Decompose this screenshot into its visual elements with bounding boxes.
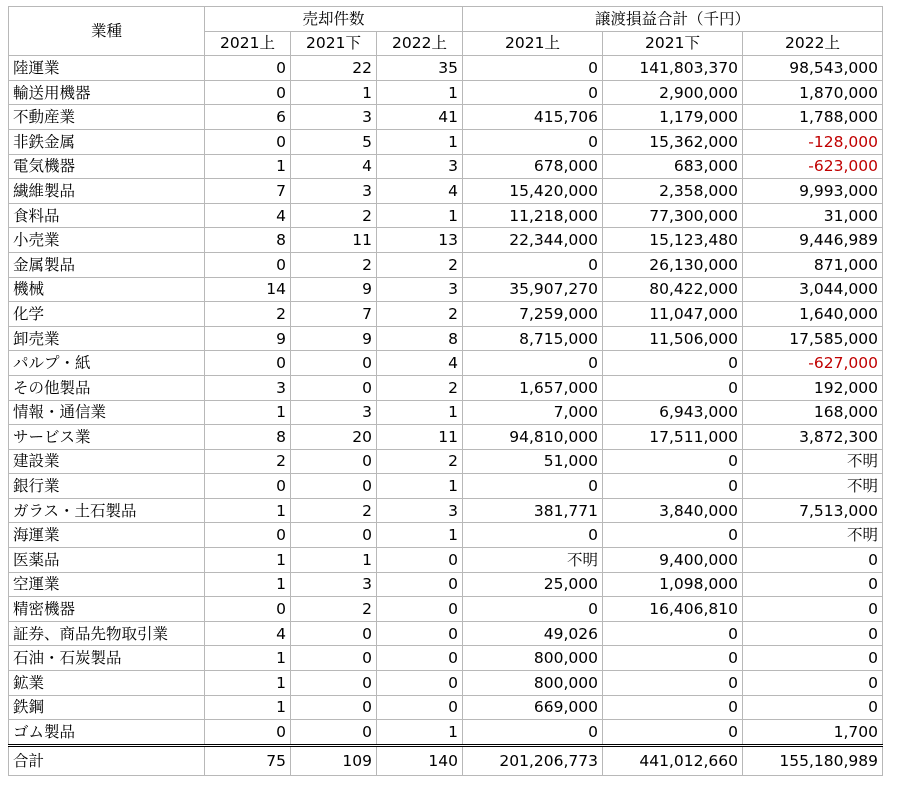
industry-cell: 陸運業 — [9, 56, 205, 81]
gain-2021h1-cell: 678,000 — [463, 154, 603, 179]
count-2021h1-cell: 1 — [205, 400, 291, 425]
gain-2021h1-cell: 94,810,000 — [463, 425, 603, 450]
count-2021h1-cell: 0 — [205, 523, 291, 548]
sale-count-group-header: 売却件数 — [205, 7, 463, 32]
count-2021h2-cell: 4 — [291, 154, 377, 179]
count-2021h1-cell: 2 — [205, 302, 291, 327]
gain-2021h2-cell: 0 — [603, 474, 743, 499]
industry-cell: 電気機器 — [9, 154, 205, 179]
count-2021h2-cell: 0 — [291, 695, 377, 720]
count-2021h1-cell: 1 — [205, 572, 291, 597]
gain-2022h1-cell: 0 — [743, 597, 883, 622]
count-2022h1-cell: 13 — [377, 228, 463, 253]
count-period-header: 2022上 — [377, 31, 463, 56]
industry-cell: 精密機器 — [9, 597, 205, 622]
gain-2022h1-cell: 不明 — [743, 523, 883, 548]
industry-cell: 建設業 — [9, 449, 205, 474]
count-2021h2-cell: 2 — [291, 597, 377, 622]
gain-2021h1-cell: 1,657,000 — [463, 375, 603, 400]
gain-2021h1-cell: 25,000 — [463, 572, 603, 597]
table-row — [9, 671, 883, 696]
count-2021h2-cell: 0 — [291, 474, 377, 499]
count-2021h1-cell: 1 — [205, 498, 291, 523]
count-2022h1-cell: 0 — [377, 621, 463, 646]
gain-2022h1-cell: 0 — [743, 646, 883, 671]
gain-2022h1-cell: -128,000 — [743, 129, 883, 154]
count-2021h1-cell: 4 — [205, 203, 291, 228]
table-row — [9, 720, 883, 746]
gain-2022h1-cell: 1,640,000 — [743, 302, 883, 327]
count-2022h1-cell: 0 — [377, 646, 463, 671]
count-2022h1-cell: 140 — [377, 745, 463, 775]
count-2022h1-cell: 1 — [377, 523, 463, 548]
table-row — [9, 252, 883, 277]
count-2022h1-cell: 0 — [377, 671, 463, 696]
table-row — [9, 449, 883, 474]
gain-2021h1-cell: 不明 — [463, 548, 603, 573]
count-2021h2-cell: 0 — [291, 671, 377, 696]
count-2021h1-cell: 1 — [205, 548, 291, 573]
gain-2021h2-cell: 0 — [603, 351, 743, 376]
gain-2022h1-cell: 0 — [743, 548, 883, 573]
table-row — [9, 425, 883, 450]
count-2021h2-cell: 5 — [291, 129, 377, 154]
gain-2022h1-cell: 9,446,989 — [743, 228, 883, 253]
count-2021h2-cell: 3 — [291, 400, 377, 425]
table-row — [9, 203, 883, 228]
table-row — [9, 228, 883, 253]
gain-2021h1-cell: 0 — [463, 80, 603, 105]
count-2022h1-cell: 11 — [377, 425, 463, 450]
table-row — [9, 572, 883, 597]
count-2021h1-cell: 2 — [205, 449, 291, 474]
count-2021h1-cell: 1 — [205, 154, 291, 179]
gain-2021h1-cell: 800,000 — [463, 646, 603, 671]
count-2021h2-cell: 11 — [291, 228, 377, 253]
count-2021h2-cell: 3 — [291, 572, 377, 597]
gain-period-header: 2021下 — [603, 31, 743, 56]
gain-2022h1-cell: 0 — [743, 671, 883, 696]
gain-2021h2-cell: 11,047,000 — [603, 302, 743, 327]
gain-period-header: 2021上 — [463, 31, 603, 56]
gain-2021h2-cell: 0 — [603, 523, 743, 548]
count-2021h1-cell: 0 — [205, 720, 291, 746]
count-2021h2-cell: 9 — [291, 326, 377, 351]
gain-2022h1-cell: 不明 — [743, 474, 883, 499]
count-2022h1-cell: 4 — [377, 179, 463, 204]
gain-2021h1-cell: 8,715,000 — [463, 326, 603, 351]
gain-2022h1-cell: 0 — [743, 572, 883, 597]
gain-2021h1-cell: 11,218,000 — [463, 203, 603, 228]
industry-cell: 卸売業 — [9, 326, 205, 351]
table-row — [9, 621, 883, 646]
table-row — [9, 548, 883, 573]
gain-2021h1-cell: 0 — [463, 351, 603, 376]
gain-2021h1-cell: 201,206,773 — [463, 745, 603, 775]
gain-2021h1-cell: 669,000 — [463, 695, 603, 720]
table-row — [9, 375, 883, 400]
table-row — [9, 400, 883, 425]
count-2021h2-cell: 3 — [291, 105, 377, 130]
count-2021h1-cell: 0 — [205, 80, 291, 105]
industry-cell: パルプ・紙 — [9, 351, 205, 376]
gain-2022h1-cell: 31,000 — [743, 203, 883, 228]
count-2022h1-cell: 0 — [377, 572, 463, 597]
gain-2022h1-cell: -627,000 — [743, 351, 883, 376]
gain-2021h2-cell: 15,123,480 — [603, 228, 743, 253]
gain-2021h2-cell: 0 — [603, 720, 743, 746]
gain-2022h1-cell: 168,000 — [743, 400, 883, 425]
industry-sales-table-container — [8, 6, 883, 776]
table-row — [9, 326, 883, 351]
table-row — [9, 80, 883, 105]
gain-2021h1-cell: 381,771 — [463, 498, 603, 523]
count-2021h2-cell: 1 — [291, 548, 377, 573]
gain-2021h2-cell: 16,406,810 — [603, 597, 743, 622]
count-2021h2-cell: 2 — [291, 252, 377, 277]
gain-2021h1-cell: 800,000 — [463, 671, 603, 696]
gain-2021h2-cell: 17,511,000 — [603, 425, 743, 450]
count-2021h2-cell: 109 — [291, 745, 377, 775]
count-2021h1-cell: 0 — [205, 474, 291, 499]
count-2022h1-cell: 2 — [377, 375, 463, 400]
count-2021h2-cell: 7 — [291, 302, 377, 327]
industry-cell: ガラス・土石製品 — [9, 498, 205, 523]
gain-2022h1-cell: -623,000 — [743, 154, 883, 179]
industry-cell: 空運業 — [9, 572, 205, 597]
count-2021h2-cell: 0 — [291, 523, 377, 548]
gain-2021h2-cell: 77,300,000 — [603, 203, 743, 228]
industry-cell: 不動産業 — [9, 105, 205, 130]
table-row — [9, 105, 883, 130]
gain-2021h2-cell: 0 — [603, 449, 743, 474]
industry-cell: 繊維製品 — [9, 179, 205, 204]
table-row — [9, 179, 883, 204]
count-2022h1-cell: 8 — [377, 326, 463, 351]
count-2021h1-cell: 1 — [205, 646, 291, 671]
count-2021h2-cell: 1 — [291, 80, 377, 105]
gain-2021h2-cell: 0 — [603, 646, 743, 671]
gain-2021h2-cell: 6,943,000 — [603, 400, 743, 425]
count-2021h1-cell: 0 — [205, 597, 291, 622]
count-2021h2-cell: 0 — [291, 375, 377, 400]
count-2021h2-cell: 0 — [291, 449, 377, 474]
count-2022h1-cell: 0 — [377, 597, 463, 622]
count-2021h1-cell: 7 — [205, 179, 291, 204]
count-2022h1-cell: 0 — [377, 695, 463, 720]
count-2021h2-cell: 20 — [291, 425, 377, 450]
count-2021h2-cell: 0 — [291, 646, 377, 671]
industry-cell: 輸送用機器 — [9, 80, 205, 105]
count-2022h1-cell: 1 — [377, 400, 463, 425]
gain-2022h1-cell: 1,870,000 — [743, 80, 883, 105]
gain-2021h2-cell: 1,179,000 — [603, 105, 743, 130]
gain-2021h2-cell: 0 — [603, 375, 743, 400]
gain-2021h1-cell: 415,706 — [463, 105, 603, 130]
count-2021h1-cell: 4 — [205, 621, 291, 646]
table-row — [9, 498, 883, 523]
count-2021h1-cell: 8 — [205, 425, 291, 450]
count-2021h2-cell: 0 — [291, 621, 377, 646]
transfer-gain-group-header: 譲渡損益合計（千円） — [463, 7, 883, 32]
count-2022h1-cell: 41 — [377, 105, 463, 130]
gain-2022h1-cell: 3,872,300 — [743, 425, 883, 450]
gain-2021h1-cell: 51,000 — [463, 449, 603, 474]
gain-2021h2-cell: 1,098,000 — [603, 572, 743, 597]
industry-cell: 非鉄金属 — [9, 129, 205, 154]
industry-cell: 機械 — [9, 277, 205, 302]
count-2021h2-cell: 2 — [291, 203, 377, 228]
gain-2022h1-cell: 871,000 — [743, 252, 883, 277]
gain-2021h2-cell: 2,358,000 — [603, 179, 743, 204]
count-2021h1-cell: 0 — [205, 252, 291, 277]
industry-cell: 金属製品 — [9, 252, 205, 277]
gain-2021h1-cell: 35,907,270 — [463, 277, 603, 302]
gain-2021h1-cell: 0 — [463, 56, 603, 81]
gain-2021h1-cell: 22,344,000 — [463, 228, 603, 253]
industry-cell: 石油・石炭製品 — [9, 646, 205, 671]
gain-2022h1-cell: 155,180,989 — [743, 745, 883, 775]
count-2021h1-cell: 6 — [205, 105, 291, 130]
gain-period-header: 2022上 — [743, 31, 883, 56]
industry-cell: 鉄鋼 — [9, 695, 205, 720]
count-2022h1-cell: 3 — [377, 154, 463, 179]
count-2021h2-cell: 3 — [291, 179, 377, 204]
count-2022h1-cell: 4 — [377, 351, 463, 376]
gain-2021h2-cell: 441,012,660 — [603, 745, 743, 775]
gain-2022h1-cell: 192,000 — [743, 375, 883, 400]
industry-cell: 食料品 — [9, 203, 205, 228]
count-2022h1-cell: 1 — [377, 720, 463, 746]
count-2021h1-cell: 3 — [205, 375, 291, 400]
industry-cell: 海運業 — [9, 523, 205, 548]
gain-2022h1-cell: 9,993,000 — [743, 179, 883, 204]
gain-2022h1-cell: 不明 — [743, 449, 883, 474]
count-2021h1-cell: 75 — [205, 745, 291, 775]
count-2022h1-cell: 1 — [377, 129, 463, 154]
count-2021h1-cell: 9 — [205, 326, 291, 351]
count-2022h1-cell: 3 — [377, 277, 463, 302]
gain-2021h1-cell: 15,420,000 — [463, 179, 603, 204]
count-2021h1-cell: 0 — [205, 56, 291, 81]
table-row — [9, 302, 883, 327]
table-row — [9, 277, 883, 302]
gain-2021h2-cell: 3,840,000 — [603, 498, 743, 523]
count-2022h1-cell: 2 — [377, 449, 463, 474]
industry-cell: 医薬品 — [9, 548, 205, 573]
gain-2022h1-cell: 17,585,000 — [743, 326, 883, 351]
count-2021h2-cell: 0 — [291, 720, 377, 746]
count-2021h1-cell: 1 — [205, 671, 291, 696]
gain-2022h1-cell: 0 — [743, 621, 883, 646]
gain-2022h1-cell: 98,543,000 — [743, 56, 883, 81]
gain-2021h1-cell: 0 — [463, 597, 603, 622]
count-2021h1-cell: 8 — [205, 228, 291, 253]
gain-2021h1-cell: 0 — [463, 129, 603, 154]
industry-cell: 情報・通信業 — [9, 400, 205, 425]
industry-cell: 証券、商品先物取引業 — [9, 621, 205, 646]
gain-2021h1-cell: 0 — [463, 252, 603, 277]
table-row — [9, 351, 883, 376]
table-row — [9, 646, 883, 671]
gain-2022h1-cell: 1,700 — [743, 720, 883, 746]
gain-2021h2-cell: 0 — [603, 621, 743, 646]
gain-2021h2-cell: 9,400,000 — [603, 548, 743, 573]
count-2021h2-cell: 9 — [291, 277, 377, 302]
gain-2021h2-cell: 11,506,000 — [603, 326, 743, 351]
count-2022h1-cell: 2 — [377, 302, 463, 327]
gain-2021h2-cell: 141,803,370 — [603, 56, 743, 81]
count-2022h1-cell: 0 — [377, 548, 463, 573]
count-2021h1-cell: 1 — [205, 695, 291, 720]
gain-2022h1-cell: 0 — [743, 695, 883, 720]
total-label: 合計 — [9, 745, 205, 775]
count-2021h1-cell: 0 — [205, 351, 291, 376]
gain-2021h2-cell: 683,000 — [603, 154, 743, 179]
table-row — [9, 695, 883, 720]
table-row — [9, 56, 883, 81]
industry-cell: ゴム製品 — [9, 720, 205, 746]
table-body — [9, 56, 883, 776]
gain-2021h2-cell: 26,130,000 — [603, 252, 743, 277]
count-2021h2-cell: 0 — [291, 351, 377, 376]
gain-2022h1-cell: 1,788,000 — [743, 105, 883, 130]
count-2021h2-cell: 22 — [291, 56, 377, 81]
gain-2022h1-cell: 7,513,000 — [743, 498, 883, 523]
gain-2021h2-cell: 2,900,000 — [603, 80, 743, 105]
table-row — [9, 154, 883, 179]
industry-cell: サービス業 — [9, 425, 205, 450]
count-2022h1-cell: 1 — [377, 474, 463, 499]
count-2022h1-cell: 1 — [377, 203, 463, 228]
count-2021h2-cell: 2 — [291, 498, 377, 523]
gain-2021h1-cell: 0 — [463, 720, 603, 746]
gain-2021h2-cell: 0 — [603, 695, 743, 720]
industry-header: 業種 — [9, 7, 205, 56]
gain-2021h1-cell: 7,000 — [463, 400, 603, 425]
count-period-header: 2021下 — [291, 31, 377, 56]
gain-2021h1-cell: 0 — [463, 523, 603, 548]
industry-cell: 化学 — [9, 302, 205, 327]
industry-sales-table — [8, 6, 883, 776]
count-2022h1-cell: 1 — [377, 80, 463, 105]
count-2021h1-cell: 14 — [205, 277, 291, 302]
industry-cell: その他製品 — [9, 375, 205, 400]
count-2022h1-cell: 35 — [377, 56, 463, 81]
count-period-header: 2021上 — [205, 31, 291, 56]
gain-2021h1-cell: 7,259,000 — [463, 302, 603, 327]
total-row — [9, 745, 883, 775]
table-row — [9, 474, 883, 499]
industry-cell: 銀行業 — [9, 474, 205, 499]
gain-2021h2-cell: 80,422,000 — [603, 277, 743, 302]
count-2022h1-cell: 3 — [377, 498, 463, 523]
gain-2021h1-cell: 49,026 — [463, 621, 603, 646]
gain-2021h2-cell: 0 — [603, 671, 743, 696]
industry-cell: 小売業 — [9, 228, 205, 253]
gain-2021h1-cell: 0 — [463, 474, 603, 499]
count-2021h1-cell: 0 — [205, 129, 291, 154]
table-row — [9, 597, 883, 622]
count-2022h1-cell: 2 — [377, 252, 463, 277]
gain-2022h1-cell: 3,044,000 — [743, 277, 883, 302]
industry-cell: 鉱業 — [9, 671, 205, 696]
table-row — [9, 129, 883, 154]
gain-2021h2-cell: 15,362,000 — [603, 129, 743, 154]
table-row — [9, 523, 883, 548]
